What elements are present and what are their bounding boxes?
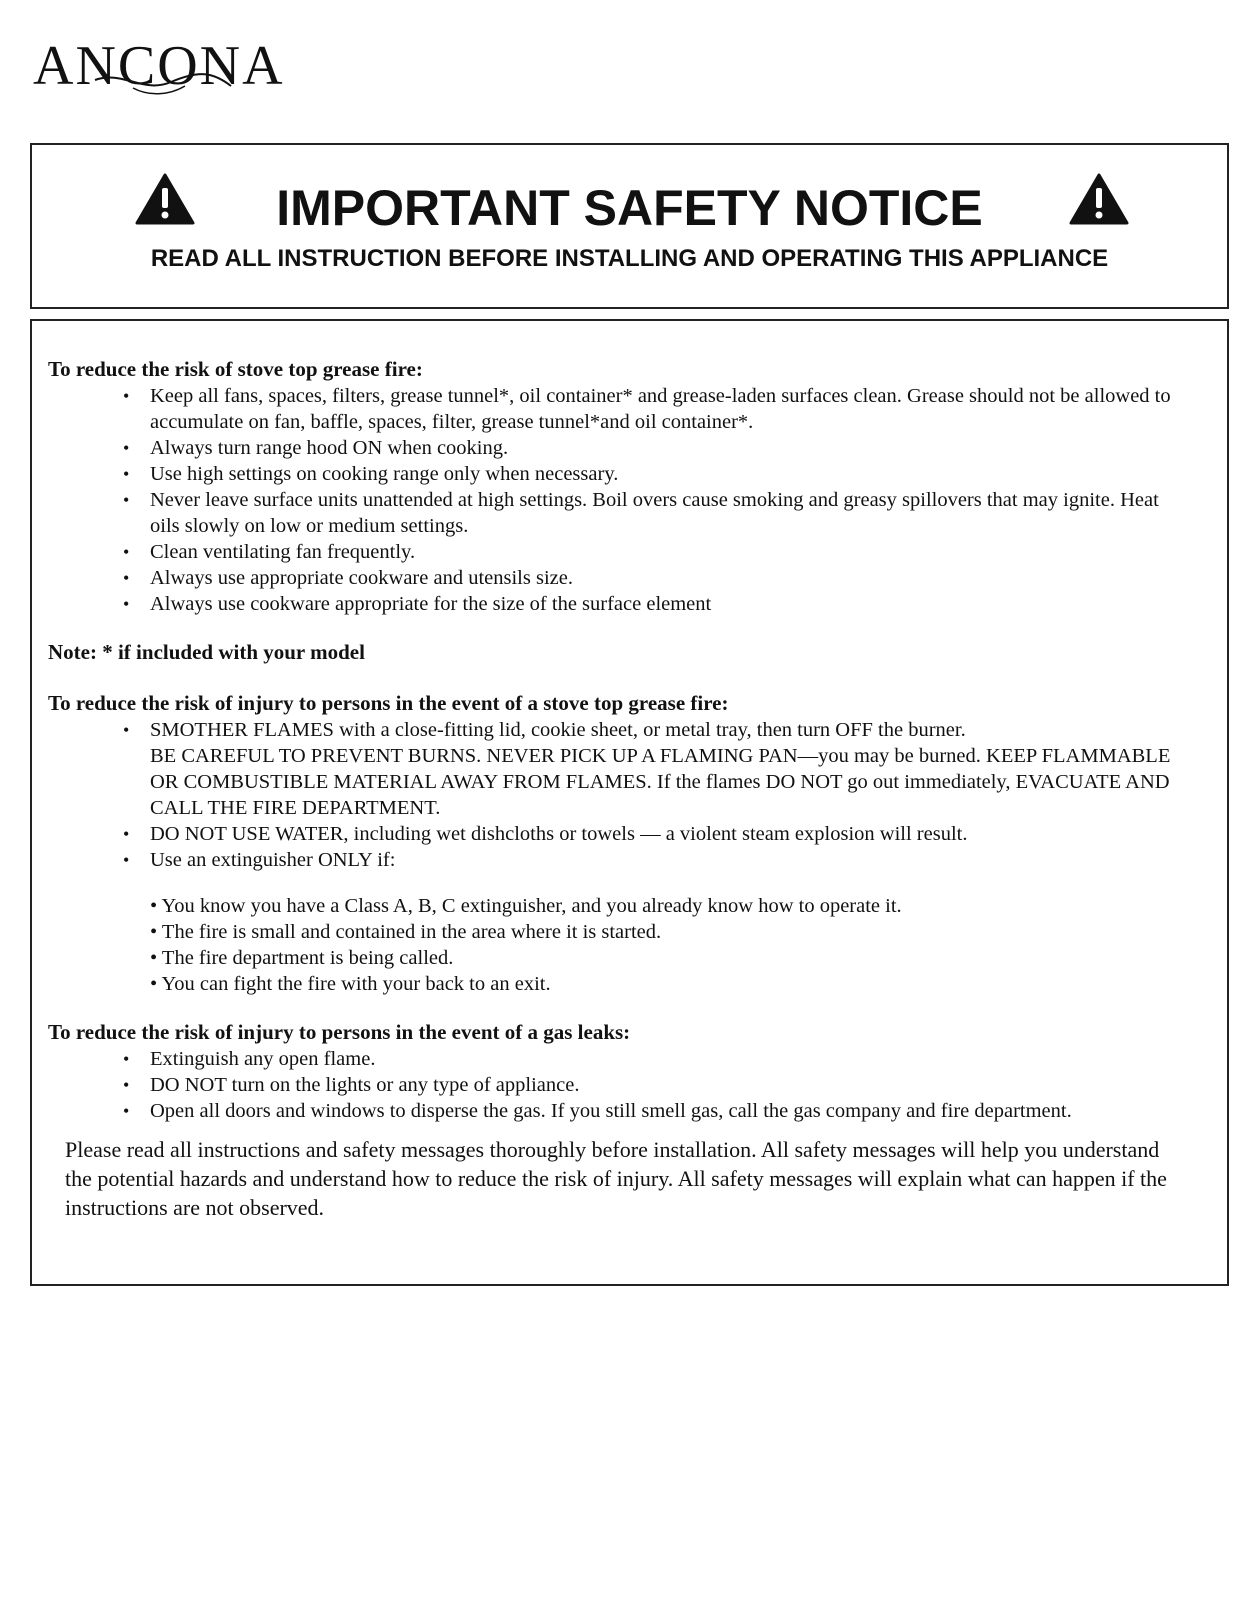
gas-leak-list [123,1046,1193,1124]
section-heading-injury-fire: To reduce the risk of injury to persons in the event of a stove top grease fire: [48,691,729,715]
logo-flourish-icon [93,68,233,98]
list-item: • You know you have a Class A, B, C extinguisher, and you already know how to operate it. [150,895,902,917]
section-heading-gas-leak: To reduce the risk of injury to persons in the event of a gas leaks: [48,1020,631,1044]
brand-name: ANCONA [33,35,285,97]
list-item: • Always use appropriate cookware and utensils size. [123,565,1193,591]
list-item [123,717,1193,821]
section-heading-grease-fire: To reduce the risk of stove top grease fire: [48,357,423,381]
list-item: • DO NOT USE WATER, including wet dishcloths or towels — a violent steam explosion will result. [123,821,1193,847]
safety-notice-header [30,143,1229,309]
extinguisher-conditions-list [150,893,1150,997]
list-item: • Open all doors and windows to disperse the gas. If you still smell gas, call the gas company and fire department. [123,1098,1193,1124]
page-subtitle: READ ALL INSTRUCTION BEFORE INSTALLING AND OPERATING THIS APPLIANCE [150,245,1109,272]
list-item: • DO NOT turn on the lights or any type of appliance. [123,1072,1193,1098]
brand-logo [33,35,285,97]
list-item-line: • SMOTHER FLAMES with a close-fitting lid, cookie sheet, or metal tray, then turn OFF the burner. [150,719,966,741]
closing-paragraph: Please read all instructions and safety messages thoroughly before installation. All safety messages will help you understand the potential hazards and understand how to reduce the risk of injury. All safety messages will explain what can happen if the instructions are not observed. [65,1137,1167,1220]
list-item-line: BE CAREFUL TO PREVENT BURNS. NEVER PICK UP A FLAMING PAN—you may be burned. KEEP FLAMMABLE OR COMBUSTIBLE MATERIAL AWAY FROM FLAMES. If the flames DO NOT go out immediately, EVACUATE AND CALL THE FIRE DEPARTMENT. [150,745,1171,819]
list-item: • Use high settings on cooking range only when necessary. [123,461,1193,487]
injury-fire-list [123,717,1193,873]
page-title: IMPORTANT SAFETY NOTICE [276,180,983,236]
list-item: • The fire department is being called. [150,947,454,969]
list-item: • Extinguish any open flame. [123,1046,1193,1072]
grease-fire-list [123,383,1193,617]
list-item: • Use an extinguisher ONLY if: [123,847,1193,873]
model-note: Note: * if included with your model [48,640,365,664]
list-item: • Always use cookware appropriate for the size of the surface element [123,591,1193,617]
list-item: • Never leave surface units unattended at high settings. Boil overs cause smoking and greasy spillovers that may ignite. Heat oils slowly on low or medium settings. [123,487,1193,539]
list-item: • You can fight the fire with your back to an exit. [150,973,551,995]
list-item: • The fire is small and contained in the area where it is started. [150,921,662,943]
list-item: • Clean ventilating fan frequently. [123,539,1193,565]
warning-icon [1069,173,1129,225]
list-item: • Always turn range hood ON when cooking. [123,435,1193,461]
list-item: • Keep all fans, spaces, filters, grease tunnel*, oil container* and grease-laden surfaces clean. Grease should not be allowed to accumulate on fan, baffle, spaces, filter, grease tunnel*and oil container*. [123,383,1193,435]
